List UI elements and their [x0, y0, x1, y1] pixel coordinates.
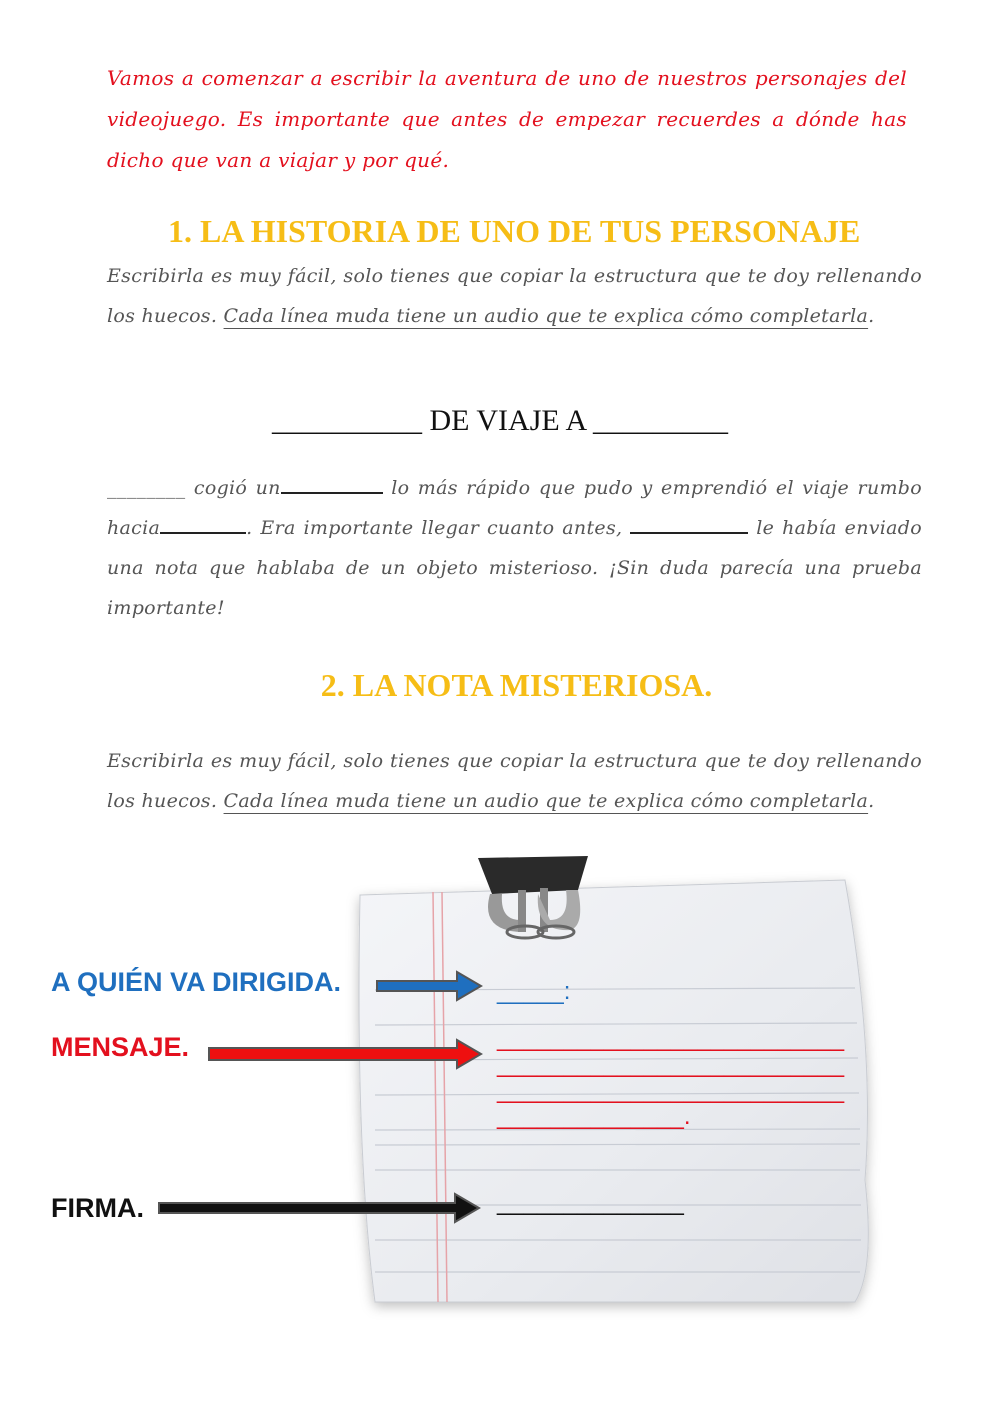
story-paragraph [107, 468, 922, 628]
instruction-underlined-text: Cada línea muda tiene un audio que te explica cómo completarla [223, 305, 869, 327]
message-line[interactable]: __________________________ [497, 1025, 845, 1052]
instruction-end: . [868, 305, 875, 327]
story-part-4: le había enviado una nota que hablaba de un objeto misterioso. ¡Sin duda parecía una prueba importante! [107, 517, 922, 619]
message-label: MENSAJE. [51, 1032, 190, 1062]
story-blank-sender[interactable] [630, 514, 748, 534]
message-lines[interactable] [497, 1026, 844, 1130]
section-2-instructions [107, 741, 922, 821]
story-blank-vehicle[interactable] [281, 474, 383, 494]
message-line[interactable]: ______________. [497, 1103, 691, 1130]
story-part-3: . Era importante llegar cuanto antes, [246, 517, 631, 539]
instruction-text: Escribirla es muy fácil, solo tienes que copiar la estructura que te doy rellenando los huecos. [107, 750, 922, 812]
recipient-arrow-icon [375, 969, 485, 1003]
intro-paragraph: Vamos a comenzar a escribir la aventura de uno de nuestros personajes del videojuego. Es importante que antes de empezar recuerdes a dónde has dicho que van a viajar y por qué. [107, 66, 907, 172]
message-arrow-icon [207, 1037, 485, 1071]
recipient-label: A QUIÉN VA DIRIGIDA. [51, 967, 342, 997]
section-1-heading: 1. LA HISTORIA DE UNO DE TUS PERSONAJE [168, 213, 861, 249]
instruction-underlined-text: Cada línea muda tiene un audio que te explica cómo completarla [223, 790, 869, 812]
instruction-end: . [868, 790, 875, 812]
message-line[interactable]: __________________________ [497, 1051, 845, 1078]
story-part-2: lo más rápido que pudo y emprendió el viaje rumbo hacia [107, 477, 922, 539]
story-title: __________ DE VIAJE A _________ [271, 404, 729, 437]
story-part-1: cogió un [185, 477, 281, 499]
signature-blank[interactable]: ______________ [497, 1189, 684, 1216]
signature-label: FIRMA. [51, 1193, 144, 1223]
section-2-heading: 2. LA NOTA MISTERIOSA. [320, 667, 713, 703]
story-blank-name[interactable]: ________ [107, 477, 186, 499]
signature-arrow-icon [157, 1191, 485, 1225]
recipient-blank[interactable]: _____: [497, 978, 571, 1005]
story-blank-destination[interactable] [160, 514, 246, 534]
section-1-instructions [107, 256, 922, 336]
instruction-text: Escribirla es muy fácil, solo tienes que copiar la estructura que te doy rellenando los huecos. [107, 265, 922, 327]
message-line[interactable]: __________________________ [497, 1077, 845, 1104]
